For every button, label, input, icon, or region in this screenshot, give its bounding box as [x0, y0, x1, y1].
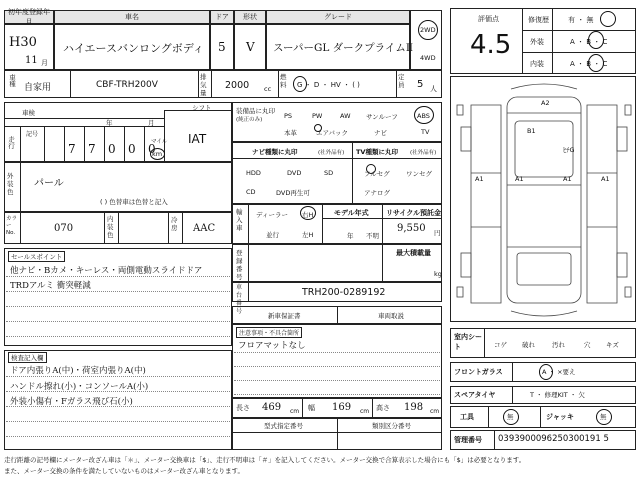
displacement-value: 2000 — [225, 80, 250, 91]
month-unit: 月 — [41, 59, 48, 67]
odo-mile-unit: マイル — [151, 139, 168, 145]
equip-item: PS — [284, 112, 293, 120]
model-year-label: モデル年式 — [334, 209, 369, 217]
shape-cell — [234, 24, 266, 70]
doors-header: ドア — [210, 10, 234, 24]
use-value: 自家用 — [24, 83, 52, 93]
inspector-label: 検査記入欄 — [8, 352, 47, 363]
width-unit: cm — [360, 408, 370, 415]
equip-item: ABS — [417, 112, 430, 120]
diagram-label: A1 — [601, 175, 610, 183]
reg-no-label: 登録番号 — [236, 249, 243, 281]
doors-cell — [210, 24, 234, 70]
chassis-no: TRH200-0289192 — [302, 287, 386, 298]
repair-options: 有 ・ 無 — [568, 16, 594, 24]
equip-item: サンルーフ — [366, 113, 398, 121]
model-value: CBF-TRH200V — [96, 80, 158, 90]
drive-2wd: 2WD — [420, 26, 436, 34]
recycle-amount: 9,550 — [397, 223, 426, 234]
seat-item: コゲ — [494, 341, 507, 349]
car-outline-svg — [451, 77, 637, 323]
doors-value: 5 — [218, 40, 226, 54]
nav-sub: (社外品有) — [318, 150, 345, 156]
nav-item: HDD — [246, 169, 261, 177]
equip-item: PW — [312, 112, 323, 120]
diagram-label: A2 — [541, 99, 550, 107]
sales-point: 他ナビ・Bカメ・キーレス・両側電動スライドドア — [10, 266, 203, 276]
height-unit: cm — [430, 408, 440, 415]
capacity-unit: 人 — [430, 85, 437, 93]
exterior-grade-label: 外装 — [530, 38, 544, 46]
shift-label: シフト — [192, 104, 212, 112]
name-header: 車名 — [54, 10, 210, 24]
seat-item: 汚れ — [552, 341, 565, 349]
inspector-note: ハンドル擦れ(小)・コンソールA(小) — [10, 382, 149, 392]
ac-value: AAC — [193, 223, 216, 234]
jack-label: ジャッキ — [546, 413, 574, 421]
max-load-unit: kg — [434, 270, 442, 278]
import-item: ディーラー — [256, 211, 288, 219]
warranty-label: 新車保証書 — [268, 312, 301, 320]
footer-line: また、メーター交換の条件を満たしていないものはメーター改ざん車となります。 — [4, 467, 244, 475]
interior-grade-label: 内装 — [530, 60, 544, 68]
tv-item: アナログ — [364, 189, 390, 197]
shape-header: 形状 — [234, 10, 266, 24]
tools-value: 無 — [507, 413, 514, 421]
sales-label: セールスポイント — [8, 251, 65, 262]
reg-year: H30 — [9, 35, 37, 50]
reg-year-cell — [4, 24, 54, 70]
import-item: 右H — [302, 211, 314, 219]
length-label: 長さ — [236, 404, 250, 412]
note: フロアマットなし — [238, 341, 306, 351]
drive-4wd: 4WD — [420, 54, 436, 62]
spare-value: T ・ 修理KIT ・ 欠 — [530, 391, 585, 399]
inspection-label: 車検 — [22, 109, 35, 117]
model-year-unit: 年 — [347, 232, 354, 240]
cc-unit: cc — [264, 85, 272, 93]
equip-item: エアバック — [316, 129, 348, 137]
equip-item: AW — [340, 112, 351, 120]
diagram-label: A1 — [563, 175, 572, 183]
length-unit: cm — [290, 408, 300, 415]
odo-digit: 0 — [148, 142, 156, 156]
recycle-unit: 円 — [434, 229, 441, 237]
equip-item: TV — [421, 128, 430, 136]
month-label: 月 — [148, 119, 155, 127]
car-name-cell — [54, 24, 210, 70]
footer-line: 走行距離の記号欄にメーター改ざん車は「＊」、メーター交換車は「$」、走行不明車は「＃」を記入してください。メーター交換で合算表示した場合にも「$」は必要となります。 — [4, 456, 526, 464]
equip-item: 本革 — [284, 129, 297, 137]
recycle-label: リサイクル預託金 — [386, 209, 442, 217]
equipment-sub-label: (純正のみ) — [236, 117, 263, 123]
exterior-label: 外装色 — [7, 172, 14, 196]
fuel-label: 燃料 — [280, 73, 287, 89]
diagram-label: A1 — [475, 175, 484, 183]
odo-digit: 7 — [68, 142, 76, 156]
reg-month: 11 — [25, 55, 38, 66]
odo-label: 走行 — [7, 136, 15, 149]
length-value: 469 — [262, 402, 282, 413]
equip-item: ナビ — [374, 129, 387, 137]
ac-label: 冷房 — [171, 216, 178, 232]
import-item: 左H — [302, 231, 314, 239]
nav-item: DVD再生可 — [276, 189, 310, 197]
type-no-label: 型式指定番号 — [264, 422, 303, 430]
registration-label: 車種 — [8, 74, 16, 87]
seat-item: キズ — [606, 341, 619, 349]
diagram-label: ﾋﾁG — [563, 146, 575, 154]
inspector-note: 外装小傷有・Fガラス飛び石(小) — [10, 397, 133, 407]
capacity-label: 定員 — [398, 73, 405, 89]
manual-label: 車両取説 — [378, 312, 404, 320]
width-label: 幅 — [308, 404, 315, 412]
record-label: 記号 — [26, 131, 39, 138]
sales-points-block — [4, 248, 232, 346]
displacement-label: 排気量 — [200, 73, 207, 97]
tv-item: ワンセグ — [406, 170, 432, 178]
exterior-grade-options: A ・ B ・ C — [570, 38, 608, 46]
diagram-label: A1 — [515, 175, 524, 183]
width-value: 169 — [332, 402, 352, 413]
reg-year-header: 初年度登録年月 — [4, 10, 54, 24]
class-no-label: 類別区分番号 — [372, 422, 411, 430]
tv-header: TV種類に丸印 — [356, 148, 398, 156]
max-load-label: 最大積載量 — [396, 249, 431, 257]
import-label: 輸入車 — [236, 208, 243, 232]
sales-point: TRDアルミ 衝突軽減 — [10, 281, 91, 291]
inspector-note: ドア内張りA(中)・荷室内張りA(中) — [10, 366, 146, 376]
color-no: 070 — [54, 223, 74, 234]
grade-value: スーパーGL ダークプライムⅡ — [273, 42, 413, 54]
front-glass-value: A ・ ×要え — [542, 368, 576, 376]
chassis-label: 車台番号 — [236, 284, 243, 315]
tools-label: 工具 — [460, 413, 474, 421]
grade-header: グレード — [266, 10, 410, 24]
jack-value: 無 — [600, 413, 607, 421]
capacity-value: 5 — [417, 79, 424, 90]
score-label: 評価点 — [478, 15, 499, 23]
tv-sub: (社外品有) — [410, 150, 437, 156]
drive-cell — [410, 10, 442, 70]
mgmt-label: 管理番号 — [454, 436, 482, 444]
car-name: ハイエースバンロングボディ — [63, 42, 204, 55]
seat-label: 室内シート — [454, 333, 482, 351]
odo-km-unit: km — [152, 150, 163, 158]
repair-label: 修復歴 — [528, 16, 549, 24]
diagram-label: B1 — [527, 127, 536, 135]
seat-item: 破れ — [522, 341, 535, 349]
nav-item: CD — [246, 188, 256, 196]
shape-value: V — [246, 40, 255, 54]
tv-item: フルセグ — [364, 170, 390, 178]
front-glass-label: フロントガラス — [454, 368, 503, 376]
import-item: 並行 — [266, 231, 279, 239]
nav-header: ナビ種類に丸印 — [252, 148, 298, 156]
color-note: ( ) 色替車は色替と記入 — [100, 198, 168, 206]
notes-label: 注意事項・不具合箇所 — [236, 327, 302, 338]
fuel-options: G ・ D ・ HV ・ ( ) — [297, 81, 360, 89]
year-label: 年 — [106, 119, 113, 127]
repair-none-circle — [600, 11, 616, 27]
spare-label: スペアタイヤ — [454, 391, 496, 399]
interior-label: 内装色 — [107, 215, 114, 239]
odo-digit: 7 — [88, 142, 96, 156]
seat-item: 穴 — [584, 341, 591, 349]
height-value: 198 — [404, 402, 424, 413]
score-value: 4.5 — [470, 30, 512, 60]
interior-grade-options: A ・ B ・ C — [570, 60, 608, 68]
mgmt-value: 0393900096250300191 5 — [498, 434, 609, 444]
nav-item: DVD — [287, 169, 302, 177]
grade-cell — [266, 24, 413, 70]
nav-item: SD — [324, 169, 334, 177]
height-label: 高さ — [376, 404, 390, 412]
car-diagram — [450, 76, 636, 322]
color-no-label: カラーNo. — [6, 216, 18, 236]
shift-value: IAT — [188, 132, 207, 146]
equipment-label: 装備品に丸印 — [236, 107, 275, 115]
model-year-unknown: 不明 — [366, 232, 379, 240]
odo-digit: 0 — [128, 142, 136, 156]
exterior-color: パール — [34, 178, 64, 189]
odo-digit: 0 — [108, 142, 116, 156]
